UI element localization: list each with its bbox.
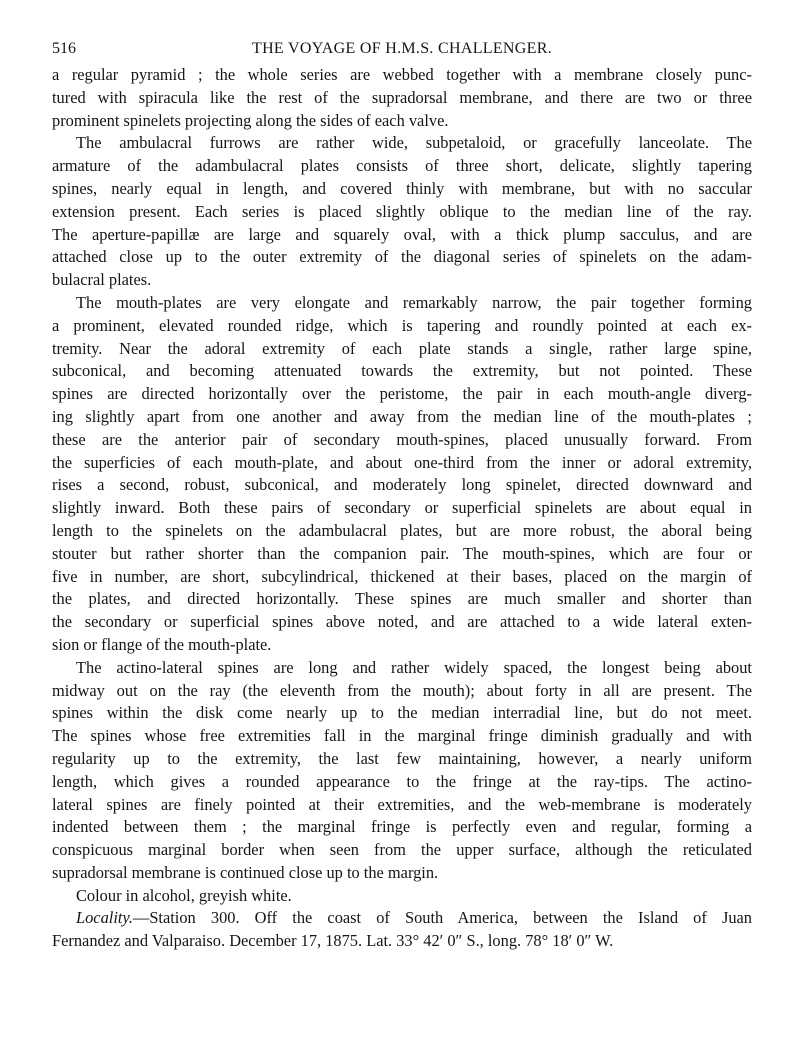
paragraph [52, 132, 752, 292]
text-line: slightly inward. Both these pairs of secondary or superficial spinelets are about equal in [52, 498, 752, 518]
text-line: the secondary or superficial spines above noted, and are attached to a wide lateral exten- [52, 612, 752, 632]
text-line: tremity. Near the adoral extremity of each plate stands a single, rather large spine, [52, 338, 752, 358]
text-line: The actino-lateral spines are long and rather widely spaced, the longest being about [76, 657, 752, 677]
text-line: extension present. Each series is placed slightly oblique to the median line of the ray. [52, 201, 752, 221]
locality-paragraph [52, 907, 752, 953]
text-line: Fernandez and Valparaiso. December 17, 1875. Lat. 33° 42′ 0″ S., long. 78° 18′ 0″ W. [52, 931, 614, 951]
paragraph [52, 292, 752, 657]
text-line: five in number, are short, subcylindrical, thickened at their bases, placed on the margin of [52, 566, 752, 586]
page-number: 516 [52, 40, 76, 57]
text-line: prominent spinelets projecting along the sides of each valve. [52, 110, 449, 130]
text-line: a regular pyramid ; the whole series are webbed together with a membrane closely punc- [52, 65, 752, 84]
text-line: The mouth-plates are very elongate and remarkably narrow, the pair together forming [76, 292, 752, 312]
page-body [52, 64, 752, 953]
text-line: ing slightly apart from one another and away from the median line of the mouth-plates ; [52, 406, 752, 426]
text-line: armature of the adambulacral plates consists of three short, delicate, slightly tapering [52, 156, 752, 176]
text-line: lateral spines are finely pointed at their extremities, and the web-membrane is moderately [52, 794, 752, 814]
running-title: THE VOYAGE OF H.M.S. CHALLENGER. [252, 40, 552, 57]
text-line: the superficies of each mouth-plate, and about one-third from the inner or adoral extremity, [52, 452, 752, 472]
text-line: supradorsal membrane is continued close up to the margin. [52, 862, 439, 882]
text-line: conspicuous marginal border when seen from the upper surface, although the reticulated [52, 840, 752, 860]
text-line: regularity up to the extremity, the last few maintaining, however, a nearly uniform [52, 748, 752, 768]
text-line: tured with spiracula like the rest of the supradorsal membrane, and there are two or three [52, 87, 752, 107]
page-header [52, 40, 752, 62]
text-line: The aperture-papillæ are large and squarely oval, with a thick plump sacculus, and are [52, 224, 752, 244]
text-line: a prominent, elevated rounded ridge, which is tapering and roundly pointed at each ex- [52, 315, 752, 335]
text-line: indented between them ; the marginal fringe is perfectly even and regular, forming a [52, 817, 752, 837]
text-line: length, which gives a rounded appearance to the fringe at the ray-tips. The actino- [52, 771, 752, 791]
text-line: stouter but rather shorter than the companion pair. The mouth-spines, which are four or [52, 543, 752, 563]
text-line: bulacral plates. [52, 270, 152, 290]
text-line: spines, nearly equal in length, and covered thinly with membrane, but with no saccular [52, 178, 752, 198]
text-line: Colour in alcohol, greyish white. [76, 885, 292, 905]
paragraph [52, 64, 752, 132]
text-line: midway out on the ray (the eleventh from the mouth); about forty in all are present. The [52, 680, 752, 700]
text-line: the plates, and directed horizontally. These spines are much smaller and shorter than [52, 589, 752, 609]
text-line: rises a second, robust, subconical, and moderately long spinelet, directed downward and [52, 475, 752, 495]
text-line: The ambulacral furrows are rather wide, subpetaloid, or gracefully lanceolate. The [76, 133, 752, 153]
locality-label: Locality. [76, 908, 133, 928]
paragraph [52, 657, 752, 885]
text-line: length to the spinelets on the adambulacral plates, but are more robust, the aboral being [52, 520, 752, 540]
text-line: The spines whose free extremities fall in the marginal fringe diminish gradually and with [52, 726, 752, 746]
text-line: these are the anterior pair of secondary mouth-spines, placed unusually forward. From [52, 429, 752, 449]
text-line: subconical, and becoming attenuated towards the extremity, but not pointed. These [52, 361, 752, 381]
text-line: attached close up to the outer extremity of the diagonal series of spinelets on the adam- [52, 247, 752, 267]
text-line [52, 907, 752, 930]
text-line: sion or flange of the mouth-plate. [52, 634, 272, 654]
locality-text: —Station 300. Off the coast of South America, between the Island of Juan [132, 908, 752, 928]
text-line: spines are directed horizontally over the peristome, the pair in each mouth-angle diverg- [52, 384, 752, 404]
paragraph [52, 885, 752, 908]
text-line: spines within the disk come nearly up to the median interradial line, but do not meet. [52, 703, 752, 723]
